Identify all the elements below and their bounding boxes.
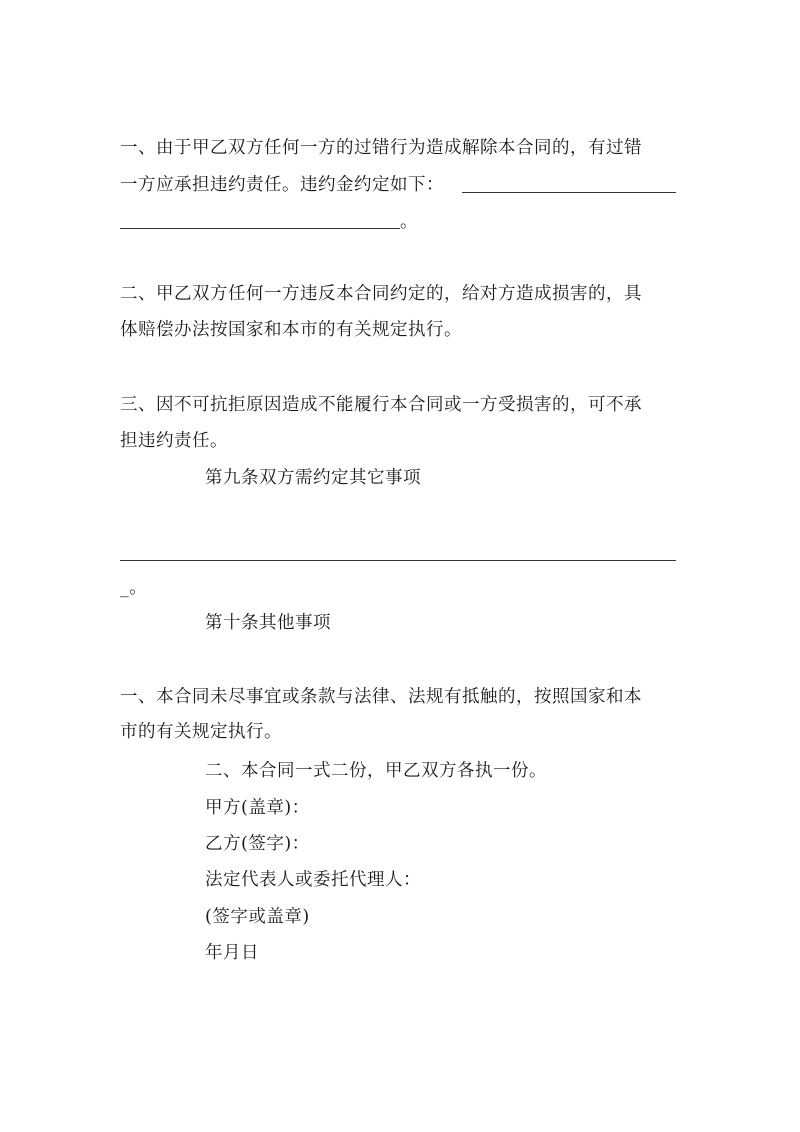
- legal-representative: 法定代表人或委托代理人：: [205, 870, 421, 890]
- article-10-title: 第十条其他事项: [205, 613, 331, 633]
- article-9-title: 第九条双方需约定其它事项: [205, 468, 421, 488]
- article-10-item-2: 二、本合同一式二份，甲乙双方各执一份。: [205, 761, 547, 781]
- clause-3-line-1: 三、因不可抗拒原因造成不能履行本合同或一方受损害的，可不承: [120, 395, 642, 415]
- sign-or-seal: (签字或盖章): [205, 907, 310, 927]
- clause-1-end: 。: [400, 212, 418, 232]
- article-9-blank-line: [120, 560, 676, 561]
- article-10-item-1-line-2: 市的有关规定执行。: [120, 722, 282, 742]
- clause-1-line-2: 一方应承担违约责任。违约金约定如下：: [120, 175, 444, 195]
- penalty-blank-line-2: [120, 228, 400, 229]
- article-10-item-1-line-1: 一、本合同未尽事宜或条款与法律、法规有抵触的，按照国家和本: [120, 687, 642, 707]
- date-line: 年月日: [205, 943, 259, 963]
- party-b-signature: 乙方(签字)：: [205, 834, 310, 854]
- penalty-blank-line-1: [462, 192, 676, 193]
- clause-2-line-1: 二、甲乙双方任何一方违反本合同约定的，给对方造成损害的，具: [120, 284, 642, 304]
- clause-3-line-2: 担违约责任。: [120, 431, 228, 451]
- clause-1-line-1: 一、由于甲乙双方任何一方的过错行为造成解除本合同的，有过错: [120, 138, 642, 158]
- party-a-seal: 甲方(盖章)：: [205, 798, 310, 818]
- article-9-end: _。: [120, 578, 148, 598]
- clause-2-line-2: 体赔偿办法按国家和本市的有关规定执行。: [120, 320, 462, 340]
